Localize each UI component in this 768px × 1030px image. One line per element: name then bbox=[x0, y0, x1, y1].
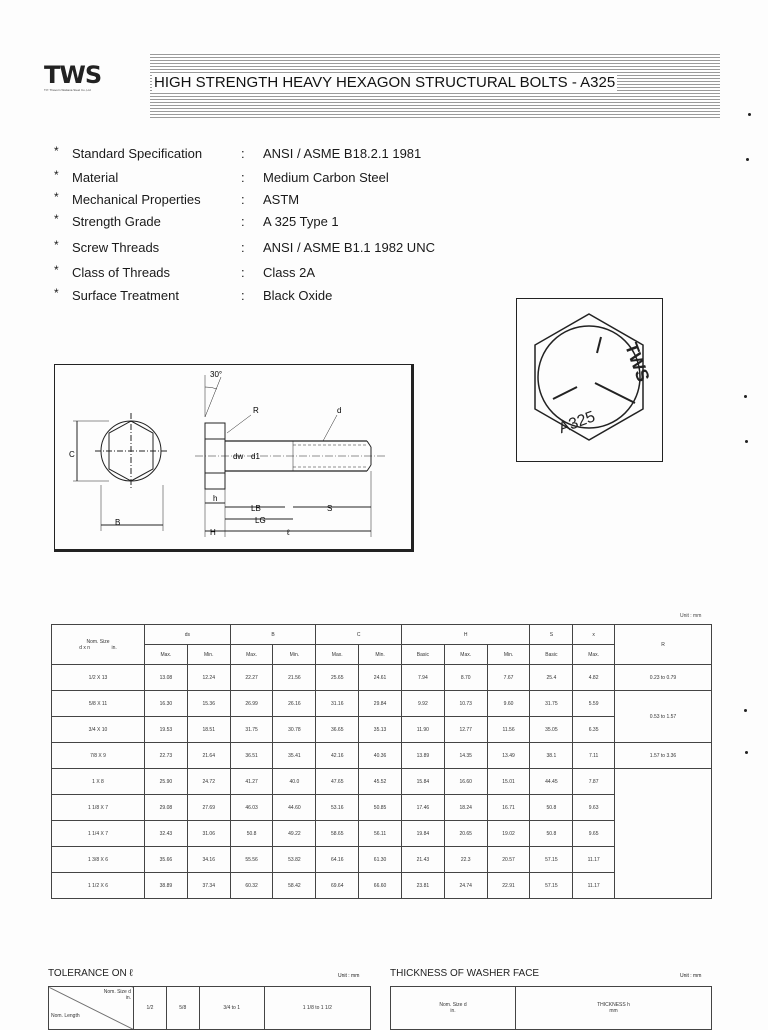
colon: : bbox=[241, 170, 245, 185]
value-cell: 50.8 bbox=[230, 821, 273, 847]
bullet: * bbox=[54, 238, 59, 252]
r-range-cell: 0.23 to 0.79 bbox=[615, 665, 712, 691]
value-cell: 7.94 bbox=[401, 665, 444, 691]
subheader-cell: Basic bbox=[401, 645, 444, 665]
subheader-row bbox=[52, 645, 712, 665]
table-row bbox=[52, 795, 712, 821]
value-cell: 24.72 bbox=[187, 769, 230, 795]
value-cell: 57.15 bbox=[530, 847, 573, 873]
value-cell: 19.84 bbox=[401, 821, 444, 847]
spec-value: Black Oxide bbox=[263, 288, 333, 303]
value-cell: 44.60 bbox=[273, 795, 316, 821]
size-cell: 5/8 X 11 bbox=[52, 691, 145, 717]
r-range-cell: 0.53 to 1.57 bbox=[615, 691, 712, 743]
subheader-cell: Min. bbox=[187, 645, 230, 665]
value-cell: 38.89 bbox=[145, 873, 188, 899]
value-cell: 11.56 bbox=[487, 717, 530, 743]
dimension-table bbox=[51, 624, 712, 899]
scan-speck bbox=[746, 158, 749, 161]
value-cell: 24.61 bbox=[359, 665, 402, 691]
tol-size: 5/8 bbox=[166, 987, 199, 1030]
value-cell: 5.59 bbox=[573, 691, 615, 717]
spec-value: ANSI / ASME B1.1 1982 UNC bbox=[263, 240, 435, 255]
spec-value: A 325 Type 1 bbox=[263, 214, 339, 229]
value-cell: 24.74 bbox=[444, 873, 487, 899]
value-cell: 20.65 bbox=[444, 821, 487, 847]
value-cell: 58.65 bbox=[316, 821, 359, 847]
page-title: HIGH STRENGTH HEAVY HEXAGON STRUCTURAL BOLTS - A325 bbox=[154, 74, 616, 91]
bullet: * bbox=[54, 190, 59, 204]
col-group-b: B bbox=[230, 625, 316, 645]
value-cell: 27.69 bbox=[187, 795, 230, 821]
value-cell: 25.90 bbox=[145, 769, 188, 795]
value-cell: 22.91 bbox=[487, 873, 530, 899]
label-s: S bbox=[327, 504, 333, 513]
value-cell: 25.65 bbox=[316, 665, 359, 691]
value-cell: 21.56 bbox=[273, 665, 316, 691]
spec-label: Mechanical Properties bbox=[72, 192, 201, 207]
value-cell: 40.36 bbox=[359, 743, 402, 769]
colon: : bbox=[241, 146, 245, 161]
value-cell: 60.32 bbox=[230, 873, 273, 899]
spec-value: ASTM bbox=[263, 192, 300, 207]
value-cell: 36.65 bbox=[316, 717, 359, 743]
value-cell: 61.30 bbox=[359, 847, 402, 873]
label-d: d bbox=[337, 406, 342, 415]
size-cell: 1 1/4 X 7 bbox=[52, 821, 145, 847]
value-cell: 30.78 bbox=[273, 717, 316, 743]
col-group-x: x bbox=[573, 625, 615, 645]
value-cell: 19.02 bbox=[487, 821, 530, 847]
value-cell: 13.08 bbox=[145, 665, 188, 691]
value-cell: 53.82 bbox=[273, 847, 316, 873]
value-cell: 12.24 bbox=[187, 665, 230, 691]
value-cell: 55.56 bbox=[230, 847, 273, 873]
colon: : bbox=[241, 288, 245, 303]
label-c: C bbox=[69, 450, 75, 459]
table-row bbox=[52, 691, 712, 717]
size-cell: 1 1/2 X 6 bbox=[52, 873, 145, 899]
head-marking-frame bbox=[516, 298, 663, 462]
size-cell: 7/8 X 9 bbox=[52, 743, 145, 769]
value-cell: 11.90 bbox=[401, 717, 444, 743]
label-hh: H bbox=[210, 528, 216, 537]
value-cell: 32.43 bbox=[145, 821, 188, 847]
value-cell: 45.52 bbox=[359, 769, 402, 795]
tolerance-title: TOLERANCE ON ℓ bbox=[48, 968, 133, 979]
value-cell: 34.16 bbox=[187, 847, 230, 873]
size-cell: 1 1/8 X 7 bbox=[52, 795, 145, 821]
spec-label: Screw Threads bbox=[72, 240, 160, 255]
value-cell: 35.66 bbox=[145, 847, 188, 873]
washer-table bbox=[390, 986, 712, 1030]
spec-value: Class 2A bbox=[263, 265, 316, 280]
value-cell: 42.16 bbox=[316, 743, 359, 769]
spec-value: Medium Carbon Steel bbox=[263, 170, 389, 185]
value-cell: 57.15 bbox=[530, 873, 573, 899]
value-cell: 44.45 bbox=[530, 769, 573, 795]
value-cell: 22.3 bbox=[444, 847, 487, 873]
col-group-s: S bbox=[530, 625, 573, 645]
bullet: * bbox=[54, 144, 59, 158]
value-cell: 9.60 bbox=[487, 691, 530, 717]
value-cell: 18.51 bbox=[187, 717, 230, 743]
label-lg: LG bbox=[255, 516, 266, 525]
corner-size-unit: in. bbox=[125, 995, 131, 1001]
value-cell: 11.17 bbox=[573, 847, 615, 873]
tolerance-table bbox=[48, 986, 371, 1030]
maker-marking: TWS bbox=[621, 340, 654, 385]
col-group-c: C bbox=[316, 625, 402, 645]
bullet: * bbox=[54, 168, 59, 182]
value-cell: 64.16 bbox=[316, 847, 359, 873]
value-cell: 17.46 bbox=[401, 795, 444, 821]
col-group-ds: ds bbox=[145, 625, 231, 645]
value-cell: 21.64 bbox=[187, 743, 230, 769]
value-cell: 21.43 bbox=[401, 847, 444, 873]
value-cell: 7.67 bbox=[487, 665, 530, 691]
value-cell: 9.63 bbox=[573, 795, 615, 821]
scan-speck bbox=[744, 709, 747, 712]
value-cell: 7.87 bbox=[573, 769, 615, 795]
corner-length: Nom. Length bbox=[51, 1013, 80, 1019]
scan-speck bbox=[745, 751, 748, 754]
company-logo bbox=[44, 62, 134, 100]
value-cell: 22.73 bbox=[145, 743, 188, 769]
subheader-cell: Min. bbox=[273, 645, 316, 665]
value-cell: 50.8 bbox=[530, 795, 573, 821]
value-cell: 18.24 bbox=[444, 795, 487, 821]
spec-label: Class of Threads bbox=[72, 265, 171, 280]
subheader-cell: Max. bbox=[444, 645, 487, 665]
value-cell: 41.27 bbox=[230, 769, 273, 795]
bolt-drawing bbox=[55, 365, 411, 549]
value-cell: 22.27 bbox=[230, 665, 273, 691]
corner-size: Nom. Size d bbox=[103, 989, 131, 995]
value-cell: 26.16 bbox=[273, 691, 316, 717]
value-cell: 35.05 bbox=[530, 717, 573, 743]
spec-label: Standard Specification bbox=[72, 146, 203, 161]
label-dw: dw bbox=[233, 452, 244, 461]
value-cell: 19.53 bbox=[145, 717, 188, 743]
value-cell: 12.77 bbox=[444, 717, 487, 743]
col-group-r: R bbox=[615, 625, 712, 665]
size-header: Nom. Size d x n in. bbox=[52, 625, 145, 665]
value-cell: 13.49 bbox=[487, 743, 530, 769]
bullet: * bbox=[54, 286, 59, 300]
value-cell: 37.34 bbox=[187, 873, 230, 899]
value-cell: 29.84 bbox=[359, 691, 402, 717]
washer-unit: Unit : mm bbox=[680, 973, 702, 979]
logo-mark: TWS bbox=[44, 61, 102, 89]
value-cell: 7.11 bbox=[573, 743, 615, 769]
table-row bbox=[52, 873, 712, 899]
table-unit: Unit : mm bbox=[680, 613, 702, 619]
value-cell: 26.99 bbox=[230, 691, 273, 717]
value-cell: 13.89 bbox=[401, 743, 444, 769]
colon: : bbox=[241, 192, 245, 207]
r-range-cell: 1.57 to 3.36 bbox=[615, 743, 712, 769]
size-cell: 3/4 X 10 bbox=[52, 717, 145, 743]
value-cell: 10.73 bbox=[444, 691, 487, 717]
colon: : bbox=[241, 265, 245, 280]
table-row bbox=[52, 821, 712, 847]
colon: : bbox=[241, 214, 245, 229]
value-cell: 56.11 bbox=[359, 821, 402, 847]
value-cell: 9.65 bbox=[573, 821, 615, 847]
scan-speck bbox=[744, 395, 747, 398]
value-cell: 14.35 bbox=[444, 743, 487, 769]
value-cell: 16.30 bbox=[145, 691, 188, 717]
value-cell: 53.16 bbox=[316, 795, 359, 821]
bolt-drawing-frame bbox=[54, 364, 414, 552]
subheader-cell: Min. bbox=[487, 645, 530, 665]
value-cell: 66.60 bbox=[359, 873, 402, 899]
value-cell: 20.57 bbox=[487, 847, 530, 873]
value-cell: 23.81 bbox=[401, 873, 444, 899]
value-cell: 15.01 bbox=[487, 769, 530, 795]
spec-value: ANSI / ASME B18.2.1 1981 bbox=[263, 146, 422, 161]
value-cell: 8.70 bbox=[444, 665, 487, 691]
label-r: R bbox=[253, 406, 259, 415]
value-cell: 47.65 bbox=[316, 769, 359, 795]
value-cell: 4.82 bbox=[573, 665, 615, 691]
value-cell: 35.13 bbox=[359, 717, 402, 743]
value-cell: 29.08 bbox=[145, 795, 188, 821]
value-cell: 49.22 bbox=[273, 821, 316, 847]
tolerance-corner bbox=[49, 987, 134, 1030]
bullet: * bbox=[54, 263, 59, 277]
col-group-h: H bbox=[401, 625, 529, 645]
label-length: ℓ bbox=[287, 528, 290, 537]
value-cell: 16.71 bbox=[487, 795, 530, 821]
grade-marking: A325 bbox=[556, 408, 598, 438]
tol-size: 1 1/8 to 1 1/2 bbox=[264, 987, 370, 1030]
value-cell: 58.42 bbox=[273, 873, 316, 899]
size-cell: 1/2 X 13 bbox=[52, 665, 145, 691]
subheader-cell: Max. bbox=[573, 645, 615, 665]
value-cell: 15.84 bbox=[401, 769, 444, 795]
value-cell: 25.4 bbox=[530, 665, 573, 691]
value-cell: 6.35 bbox=[573, 717, 615, 743]
label-d1: d1 bbox=[251, 452, 260, 461]
value-cell: 69.64 bbox=[316, 873, 359, 899]
logo-subtext: T.P. Thavorn Wattana Steel Co.,Ltd bbox=[44, 88, 91, 92]
value-cell: 40.0 bbox=[273, 769, 316, 795]
bullet: * bbox=[54, 212, 59, 226]
value-cell: 15.36 bbox=[187, 691, 230, 717]
head-marking bbox=[517, 299, 662, 461]
size-cell: 1 X 8 bbox=[52, 769, 145, 795]
colon: : bbox=[241, 240, 245, 255]
r-range-cell bbox=[615, 769, 712, 899]
scan-speck bbox=[748, 113, 751, 116]
washer-thickness-header: THICKNESS h mm bbox=[516, 987, 712, 1030]
size-cell: 1 3/8 X 6 bbox=[52, 847, 145, 873]
value-cell: 38.1 bbox=[530, 743, 573, 769]
scan-speck bbox=[745, 440, 748, 443]
dimension-rows bbox=[52, 665, 712, 899]
table-row bbox=[52, 847, 712, 873]
label-b: B bbox=[115, 518, 121, 527]
value-cell: 31.75 bbox=[230, 717, 273, 743]
tol-size: 1/2 bbox=[134, 987, 167, 1030]
subheader-cell: Max. bbox=[145, 645, 188, 665]
label-lb: LB bbox=[251, 504, 261, 513]
table-row bbox=[52, 743, 712, 769]
value-cell: 50.8 bbox=[530, 821, 573, 847]
table-row bbox=[52, 717, 712, 743]
table-row bbox=[52, 769, 712, 795]
washer-title: THICKNESS OF WASHER FACE bbox=[390, 968, 540, 979]
tolerance-unit: Unit : mm bbox=[338, 973, 360, 979]
subheader-cell: Max. bbox=[316, 645, 359, 665]
spec-label: Surface Treatment bbox=[72, 288, 179, 303]
subheader-cell: Basic bbox=[530, 645, 573, 665]
table-row bbox=[52, 665, 712, 691]
value-cell: 46.03 bbox=[230, 795, 273, 821]
value-cell: 36.51 bbox=[230, 743, 273, 769]
value-cell: 16.60 bbox=[444, 769, 487, 795]
subheader-cell: Max. bbox=[230, 645, 273, 665]
label-h: h bbox=[213, 494, 218, 503]
value-cell: 31.16 bbox=[316, 691, 359, 717]
spec-label: Strength Grade bbox=[72, 214, 161, 229]
value-cell: 31.75 bbox=[530, 691, 573, 717]
spec-label: Material bbox=[72, 170, 119, 185]
tol-size: 3/4 to 1 bbox=[199, 987, 264, 1030]
value-cell: 31.06 bbox=[187, 821, 230, 847]
value-cell: 9.92 bbox=[401, 691, 444, 717]
value-cell: 35.41 bbox=[273, 743, 316, 769]
value-cell: 50.85 bbox=[359, 795, 402, 821]
label-angle: 30° bbox=[210, 370, 223, 379]
subheader-cell: Min. bbox=[359, 645, 402, 665]
washer-size-header: Nom. Size d in. bbox=[391, 987, 516, 1030]
value-cell: 11.17 bbox=[573, 873, 615, 899]
